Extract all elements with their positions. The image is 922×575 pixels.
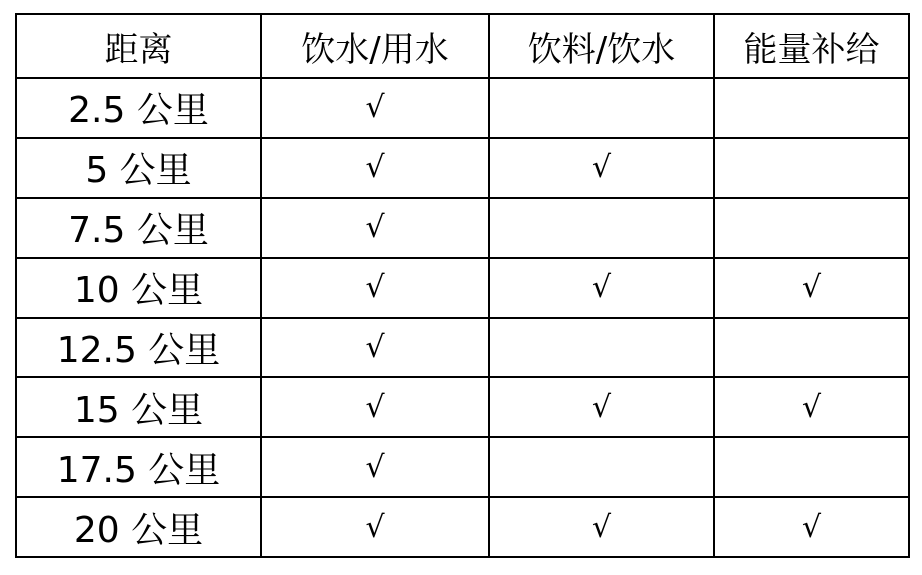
header-beverage: 饮料/饮水 xyxy=(489,14,714,78)
check-cell: √ xyxy=(261,377,489,437)
check-cell: √ xyxy=(489,497,714,557)
check-cell xyxy=(489,318,714,378)
check-cell xyxy=(714,198,909,258)
check-cell: √ xyxy=(489,138,714,198)
check-cell: √ xyxy=(261,138,489,198)
header-row xyxy=(16,14,909,78)
distance-cell: 17.5 公里 xyxy=(16,437,261,497)
distance-cell: 12.5 公里 xyxy=(16,318,261,378)
supply-station-table xyxy=(15,13,910,558)
table-row xyxy=(16,138,909,198)
table-row xyxy=(16,258,909,318)
distance-cell: 5 公里 xyxy=(16,138,261,198)
table-row xyxy=(16,198,909,258)
check-cell xyxy=(489,78,714,138)
distance-cell: 20 公里 xyxy=(16,497,261,557)
distance-cell: 2.5 公里 xyxy=(16,78,261,138)
check-cell: √ xyxy=(261,258,489,318)
check-cell xyxy=(714,318,909,378)
check-cell xyxy=(714,138,909,198)
check-cell: √ xyxy=(489,377,714,437)
check-cell xyxy=(489,437,714,497)
distance-cell: 15 公里 xyxy=(16,377,261,437)
check-cell: √ xyxy=(261,497,489,557)
header-water: 饮水/用水 xyxy=(261,14,489,78)
check-cell xyxy=(489,198,714,258)
header-distance: 距离 xyxy=(16,14,261,78)
check-cell: √ xyxy=(714,258,909,318)
table-row xyxy=(16,318,909,378)
check-cell: √ xyxy=(261,318,489,378)
table-row xyxy=(16,78,909,138)
check-cell: √ xyxy=(261,78,489,138)
check-cell: √ xyxy=(261,437,489,497)
table-row xyxy=(16,437,909,497)
header-energy: 能量补给 xyxy=(714,14,909,78)
table-row xyxy=(16,377,909,437)
check-cell: √ xyxy=(261,198,489,258)
distance-cell: 7.5 公里 xyxy=(16,198,261,258)
distance-cell: 10 公里 xyxy=(16,258,261,318)
check-cell xyxy=(714,437,909,497)
check-cell: √ xyxy=(489,258,714,318)
check-cell: √ xyxy=(714,497,909,557)
check-cell xyxy=(714,78,909,138)
table-row xyxy=(16,497,909,557)
check-cell: √ xyxy=(714,377,909,437)
